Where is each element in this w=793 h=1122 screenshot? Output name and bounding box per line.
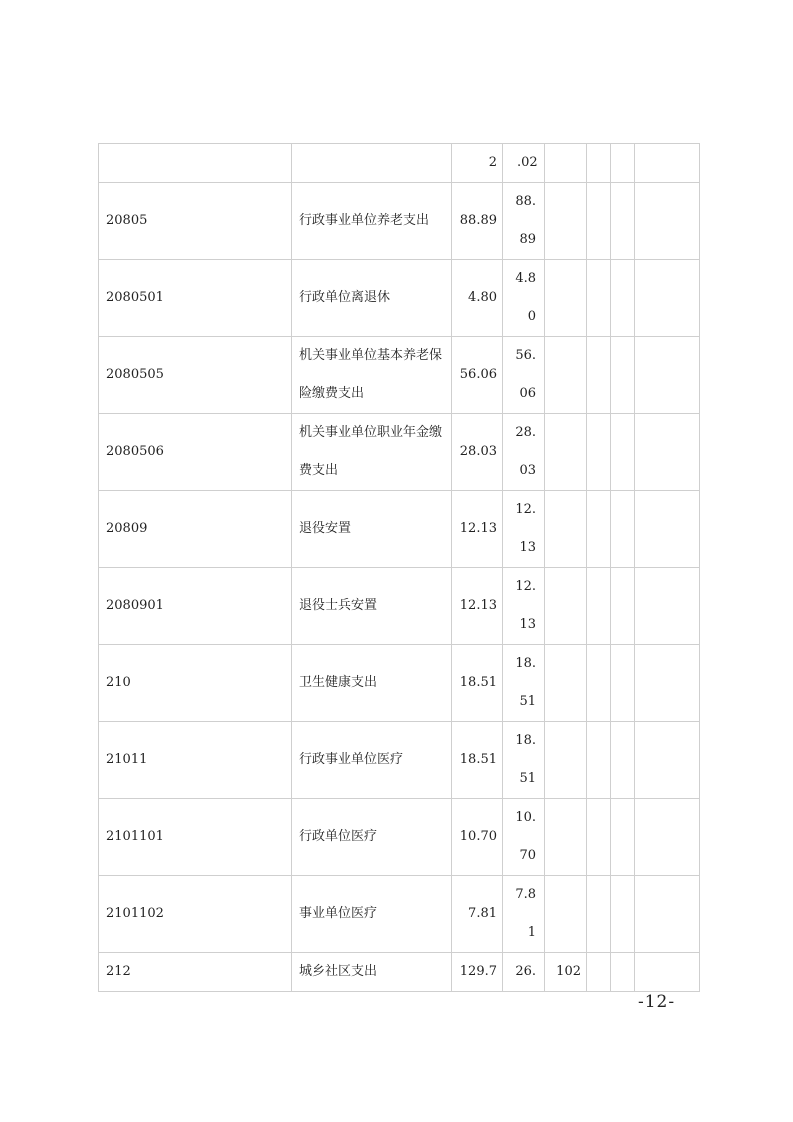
- empty-cell: [611, 414, 635, 491]
- empty-cell: [587, 876, 611, 953]
- empty-cell: [635, 568, 700, 645]
- table-row: [99, 722, 700, 799]
- project-amount-cell: [545, 645, 587, 722]
- account-code-cell: [99, 414, 292, 491]
- empty-cell: [635, 722, 700, 799]
- basic-amount-text: 7.8 1: [515, 887, 536, 940]
- total-amount-text: 129.7: [459, 964, 497, 979]
- table-row: [99, 414, 700, 491]
- account-code-text: 20809: [106, 521, 148, 536]
- empty-cell: [587, 260, 611, 337]
- table-row: [99, 144, 700, 183]
- page-number: -12-: [638, 992, 676, 1012]
- total-amount-text: 56.06: [459, 367, 497, 382]
- account-name-cell: [292, 953, 452, 992]
- empty-cell: [587, 414, 611, 491]
- empty-cell: [611, 260, 635, 337]
- account-name-cell: [292, 337, 452, 414]
- basic-amount-text: .02: [517, 155, 538, 170]
- account-code-cell: [99, 953, 292, 992]
- account-code-cell: [99, 491, 292, 568]
- total-amount-text: 12.13: [459, 598, 497, 613]
- basic-amount-text: 18. 51: [515, 656, 536, 709]
- empty-cell: [587, 337, 611, 414]
- account-name-text: 城乡社区支出: [299, 964, 378, 979]
- project-amount-cell: [545, 491, 587, 568]
- empty-cell: [635, 144, 700, 183]
- table-row: [99, 260, 700, 337]
- account-code-cell: [99, 144, 292, 183]
- empty-cell: [611, 799, 635, 876]
- table-row: [99, 183, 700, 260]
- account-name-cell: [292, 260, 452, 337]
- account-code-text: 2080505: [106, 367, 164, 382]
- total-amount-text: 18.51: [459, 675, 497, 690]
- empty-cell: [587, 953, 611, 992]
- basic-amount-text: 4.8 0: [515, 271, 536, 324]
- basic-amount-cell: [503, 876, 545, 953]
- account-code-cell: [99, 260, 292, 337]
- basic-amount-cell: [503, 491, 545, 568]
- basic-amount-cell: [503, 568, 545, 645]
- empty-cell: [635, 414, 700, 491]
- table-row: [99, 645, 700, 722]
- basic-amount-cell: [503, 144, 545, 183]
- account-name-text: 行政事业单位养老支出: [299, 213, 430, 228]
- total-amount-cell: [452, 645, 503, 722]
- project-amount-cell: [545, 144, 587, 183]
- account-name-cell: [292, 645, 452, 722]
- empty-cell: [587, 144, 611, 183]
- empty-cell: [587, 568, 611, 645]
- table-row: [99, 799, 700, 876]
- account-name-cell: [292, 491, 452, 568]
- empty-cell: [635, 645, 700, 722]
- project-amount-cell: [545, 953, 587, 992]
- total-amount-cell: [452, 183, 503, 260]
- account-code-cell: [99, 183, 292, 260]
- empty-cell: [611, 491, 635, 568]
- basic-amount-cell: [503, 260, 545, 337]
- account-code-text: 2080901: [106, 598, 164, 613]
- basic-amount-cell: [503, 799, 545, 876]
- empty-cell: [587, 722, 611, 799]
- project-amount-cell: [545, 568, 587, 645]
- account-code-text: 2080501: [106, 290, 164, 305]
- account-code-text: 20805: [106, 213, 148, 228]
- account-name-cell: [292, 722, 452, 799]
- account-code-text: 2101101: [106, 829, 164, 844]
- account-code-text: 210: [106, 675, 131, 690]
- project-amount-cell: [545, 799, 587, 876]
- empty-cell: [635, 876, 700, 953]
- empty-cell: [611, 953, 635, 992]
- empty-cell: [611, 183, 635, 260]
- basic-amount-text: 28. 03: [515, 425, 536, 478]
- total-amount-cell: [452, 722, 503, 799]
- basic-amount-text: 56. 06: [515, 348, 536, 401]
- total-amount-cell: [452, 414, 503, 491]
- empty-cell: [587, 799, 611, 876]
- empty-cell: [635, 337, 700, 414]
- empty-cell: [611, 722, 635, 799]
- account-name-text: 行政单位医疗: [299, 829, 378, 844]
- total-amount-cell: [452, 491, 503, 568]
- account-name-text: 事业单位医疗: [299, 906, 378, 921]
- project-amount-text: 102: [556, 964, 581, 979]
- account-code-cell: [99, 337, 292, 414]
- total-amount-text: 10.70: [459, 829, 497, 844]
- account-code-cell: [99, 645, 292, 722]
- account-name-text: 退役安置: [299, 521, 352, 536]
- account-name-cell: [292, 414, 452, 491]
- account-code-cell: [99, 568, 292, 645]
- total-amount-cell: [452, 260, 503, 337]
- basic-amount-cell: [503, 337, 545, 414]
- project-amount-cell: [545, 183, 587, 260]
- total-amount-text: 18.51: [459, 752, 497, 767]
- total-amount-cell: [452, 337, 503, 414]
- basic-amount-cell: [503, 414, 545, 491]
- account-name-cell: [292, 183, 452, 260]
- account-name-text: 机关事业单位职业年金缴费支出: [299, 425, 443, 478]
- empty-cell: [587, 491, 611, 568]
- empty-cell: [635, 491, 700, 568]
- account-name-text: 行政单位离退休: [299, 290, 391, 305]
- account-code-text: 21011: [106, 752, 148, 767]
- basic-amount-cell: [503, 645, 545, 722]
- account-name-cell: [292, 799, 452, 876]
- account-name-cell: [292, 568, 452, 645]
- account-name-text: 退役士兵安置: [299, 598, 378, 613]
- account-code-text: 2101102: [106, 906, 164, 921]
- total-amount-text: 2: [488, 155, 497, 170]
- empty-cell: [635, 799, 700, 876]
- account-code-cell: [99, 876, 292, 953]
- empty-cell: [635, 953, 700, 992]
- empty-cell: [611, 337, 635, 414]
- table-row: [99, 876, 700, 953]
- account-code-text: 212: [106, 964, 131, 979]
- empty-cell: [611, 568, 635, 645]
- total-amount-cell: [452, 568, 503, 645]
- account-name-text: 卫生健康支出: [299, 675, 378, 690]
- total-amount-text: 88.89: [459, 213, 497, 228]
- project-amount-cell: [545, 337, 587, 414]
- total-amount-cell: [452, 876, 503, 953]
- total-amount-text: 12.13: [459, 521, 497, 536]
- basic-amount-text: 12. 13: [515, 502, 536, 555]
- table-row: [99, 337, 700, 414]
- basic-amount-text: 18. 51: [515, 733, 536, 786]
- project-amount-cell: [545, 876, 587, 953]
- table-row: [99, 491, 700, 568]
- empty-cell: [611, 876, 635, 953]
- account-code-text: 2080506: [106, 444, 164, 459]
- empty-cell: [587, 645, 611, 722]
- account-code-cell: [99, 722, 292, 799]
- basic-amount-cell: [503, 183, 545, 260]
- table-row: [99, 568, 700, 645]
- basic-amount-cell: [503, 722, 545, 799]
- total-amount-cell: [452, 799, 503, 876]
- account-name-text: 行政事业单位医疗: [299, 752, 404, 767]
- account-name-cell: [292, 876, 452, 953]
- total-amount-cell: [452, 144, 503, 183]
- project-amount-cell: [545, 414, 587, 491]
- basic-amount-cell: [503, 953, 545, 992]
- project-amount-cell: [545, 260, 587, 337]
- empty-cell: [587, 183, 611, 260]
- total-amount-text: 7.81: [468, 906, 497, 921]
- table-row: [99, 953, 700, 992]
- empty-cell: [635, 260, 700, 337]
- basic-amount-text: 10. 70: [515, 810, 536, 863]
- total-amount-text: 28.03: [459, 444, 497, 459]
- total-amount-cell: [452, 953, 503, 992]
- account-name-text: 机关事业单位基本养老保险缴费支出: [299, 348, 443, 401]
- basic-amount-text: 26.: [515, 964, 536, 979]
- total-amount-text: 4.80: [468, 290, 497, 305]
- expenditure-table: [98, 143, 700, 992]
- empty-cell: [635, 183, 700, 260]
- empty-cell: [611, 645, 635, 722]
- project-amount-cell: [545, 722, 587, 799]
- account-name-cell: [292, 144, 452, 183]
- empty-cell: [611, 144, 635, 183]
- account-code-cell: [99, 799, 292, 876]
- basic-amount-text: 12. 13: [515, 579, 536, 632]
- basic-amount-text: 88. 89: [515, 194, 536, 247]
